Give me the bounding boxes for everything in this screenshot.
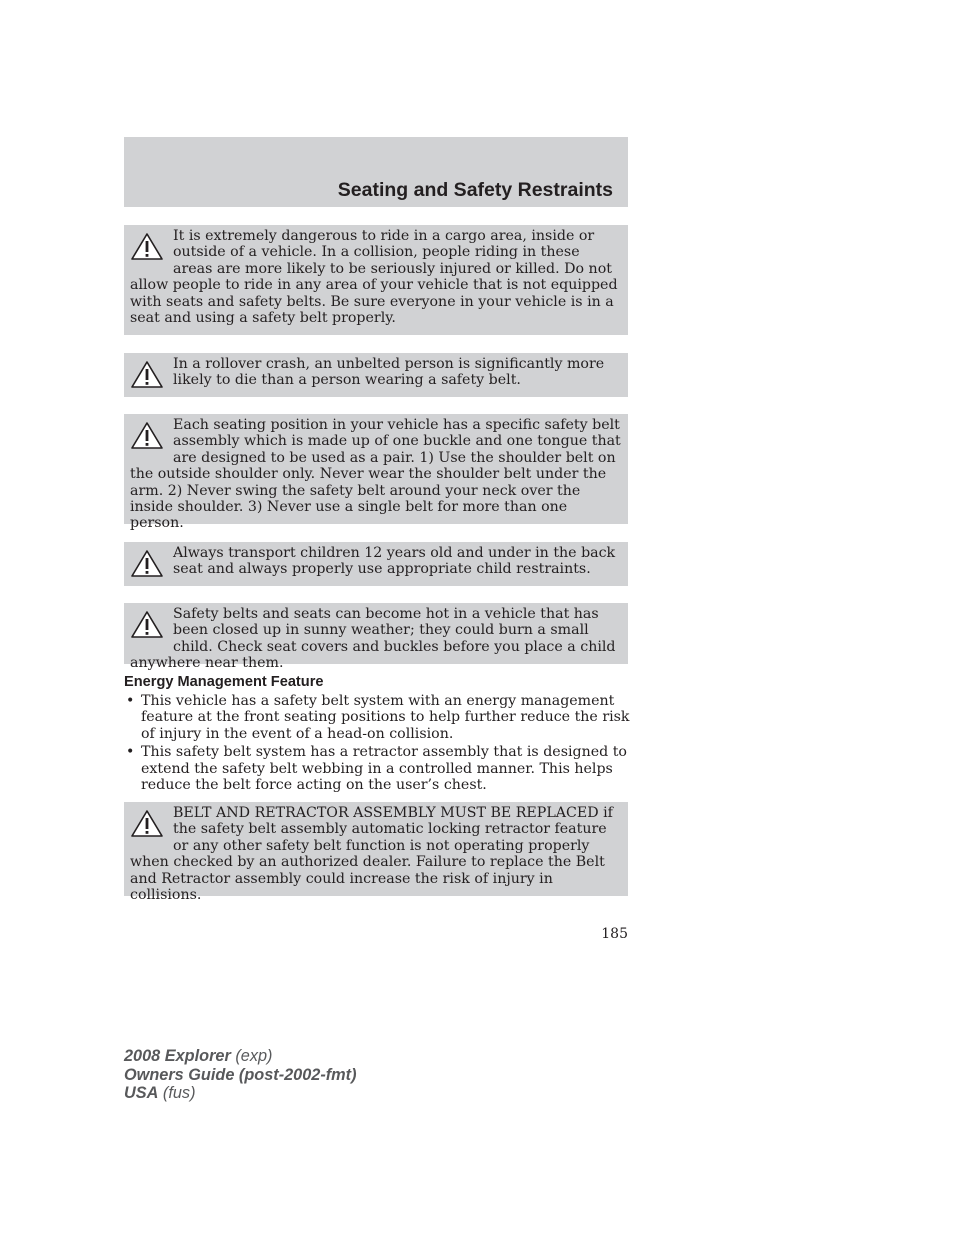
warning-box-hot-seats <box>124 603 628 672</box>
warning-text: In a rollover crash, an unbelted person is significantly more likely to die than a person wearing a safety belt. <box>173 356 605 389</box>
page-title: Seating and Safety Restraints <box>337 179 613 201</box>
warning-triangle-icon <box>130 421 164 451</box>
warning-triangle-icon <box>130 610 164 640</box>
bullet-text: This safety belt system has a retractor assembly that is designed to extend the safety belt webbing in a controlled manner. This helps reduce the belt force acting on the user’s chest. <box>141 744 627 794</box>
warning-triangle-icon <box>130 809 164 839</box>
warning-text: Always transport children 12 years old and under in the back seat and always properly use appropriate child restraints. <box>173 545 616 578</box>
footer-model: 2008 Explorer <box>124 1047 231 1065</box>
warning-triangle-icon <box>130 360 164 390</box>
footer-market-code: (fus) <box>162 1084 196 1103</box>
warning-box-rollover <box>124 353 628 397</box>
footer-model-code: (exp) <box>235 1047 273 1065</box>
document-footer <box>124 1047 357 1103</box>
warning-box-retractor <box>124 802 628 904</box>
list-item <box>124 744 630 793</box>
bullet-dot: • <box>126 693 135 709</box>
warning-text: BELT AND RETRACTOR ASSEMBLY MUST BE REPLACED if the safety belt assembly automatic locking retractor feature or any other safety belt function is not operating properly when checked by an authorized dealer. Failure to replace the Belt and Retractor assembly could increase the risk of injury in collisions. <box>130 805 613 904</box>
footer-guide: Owners Guide (post-2002-fmt) <box>124 1065 357 1084</box>
warning-triangle-icon <box>130 549 164 579</box>
footer-market: USA <box>124 1084 159 1103</box>
warning-box-cargo <box>124 225 628 335</box>
list-item <box>124 693 630 742</box>
bullet-dot: • <box>126 744 135 761</box>
warning-text: Safety belts and seats can become hot in a vehicle that has been closed up in sunny weather; they could burn a small child. Check seat covers and buckles before you place a child anywhere near them. <box>130 606 616 672</box>
warning-text: Each seating position in your vehicle has a specific safety belt assembly which is made up of one buckle and one tongue that are designed to be used as a pair. 1) Use the shoulder belt on the outside shoulder only. Never wear the shoulder belt under the arm. 2) Never swing the safety belt around your neck over the inside shoulder. 3) Never use a single belt for more than one person. <box>130 417 621 532</box>
warning-triangle-icon <box>130 232 164 262</box>
warning-box-children <box>124 542 628 586</box>
bullet-text: This vehicle has a safety belt system with an energy management feature at the front seating positions to help further reduce the risk of injury in the event of a head-on collision. <box>141 693 630 742</box>
section-header-band <box>124 137 628 207</box>
page-number: 185 <box>601 926 628 942</box>
bullet-list <box>124 693 630 795</box>
warning-text: It is extremely dangerous to ride in a cargo area, inside or outside of a vehicle. In a collision, people riding in these areas are more likely to be seriously injured or killed. Do not allow people to ride in any area of your vehicle that is not equipped with seats and safety belts. Be sure everyone in your vehicle is in a seat and using a safety belt properly. <box>130 228 618 327</box>
section-heading: Energy Management Feature <box>124 674 324 690</box>
warning-box-seating-position <box>124 414 628 532</box>
